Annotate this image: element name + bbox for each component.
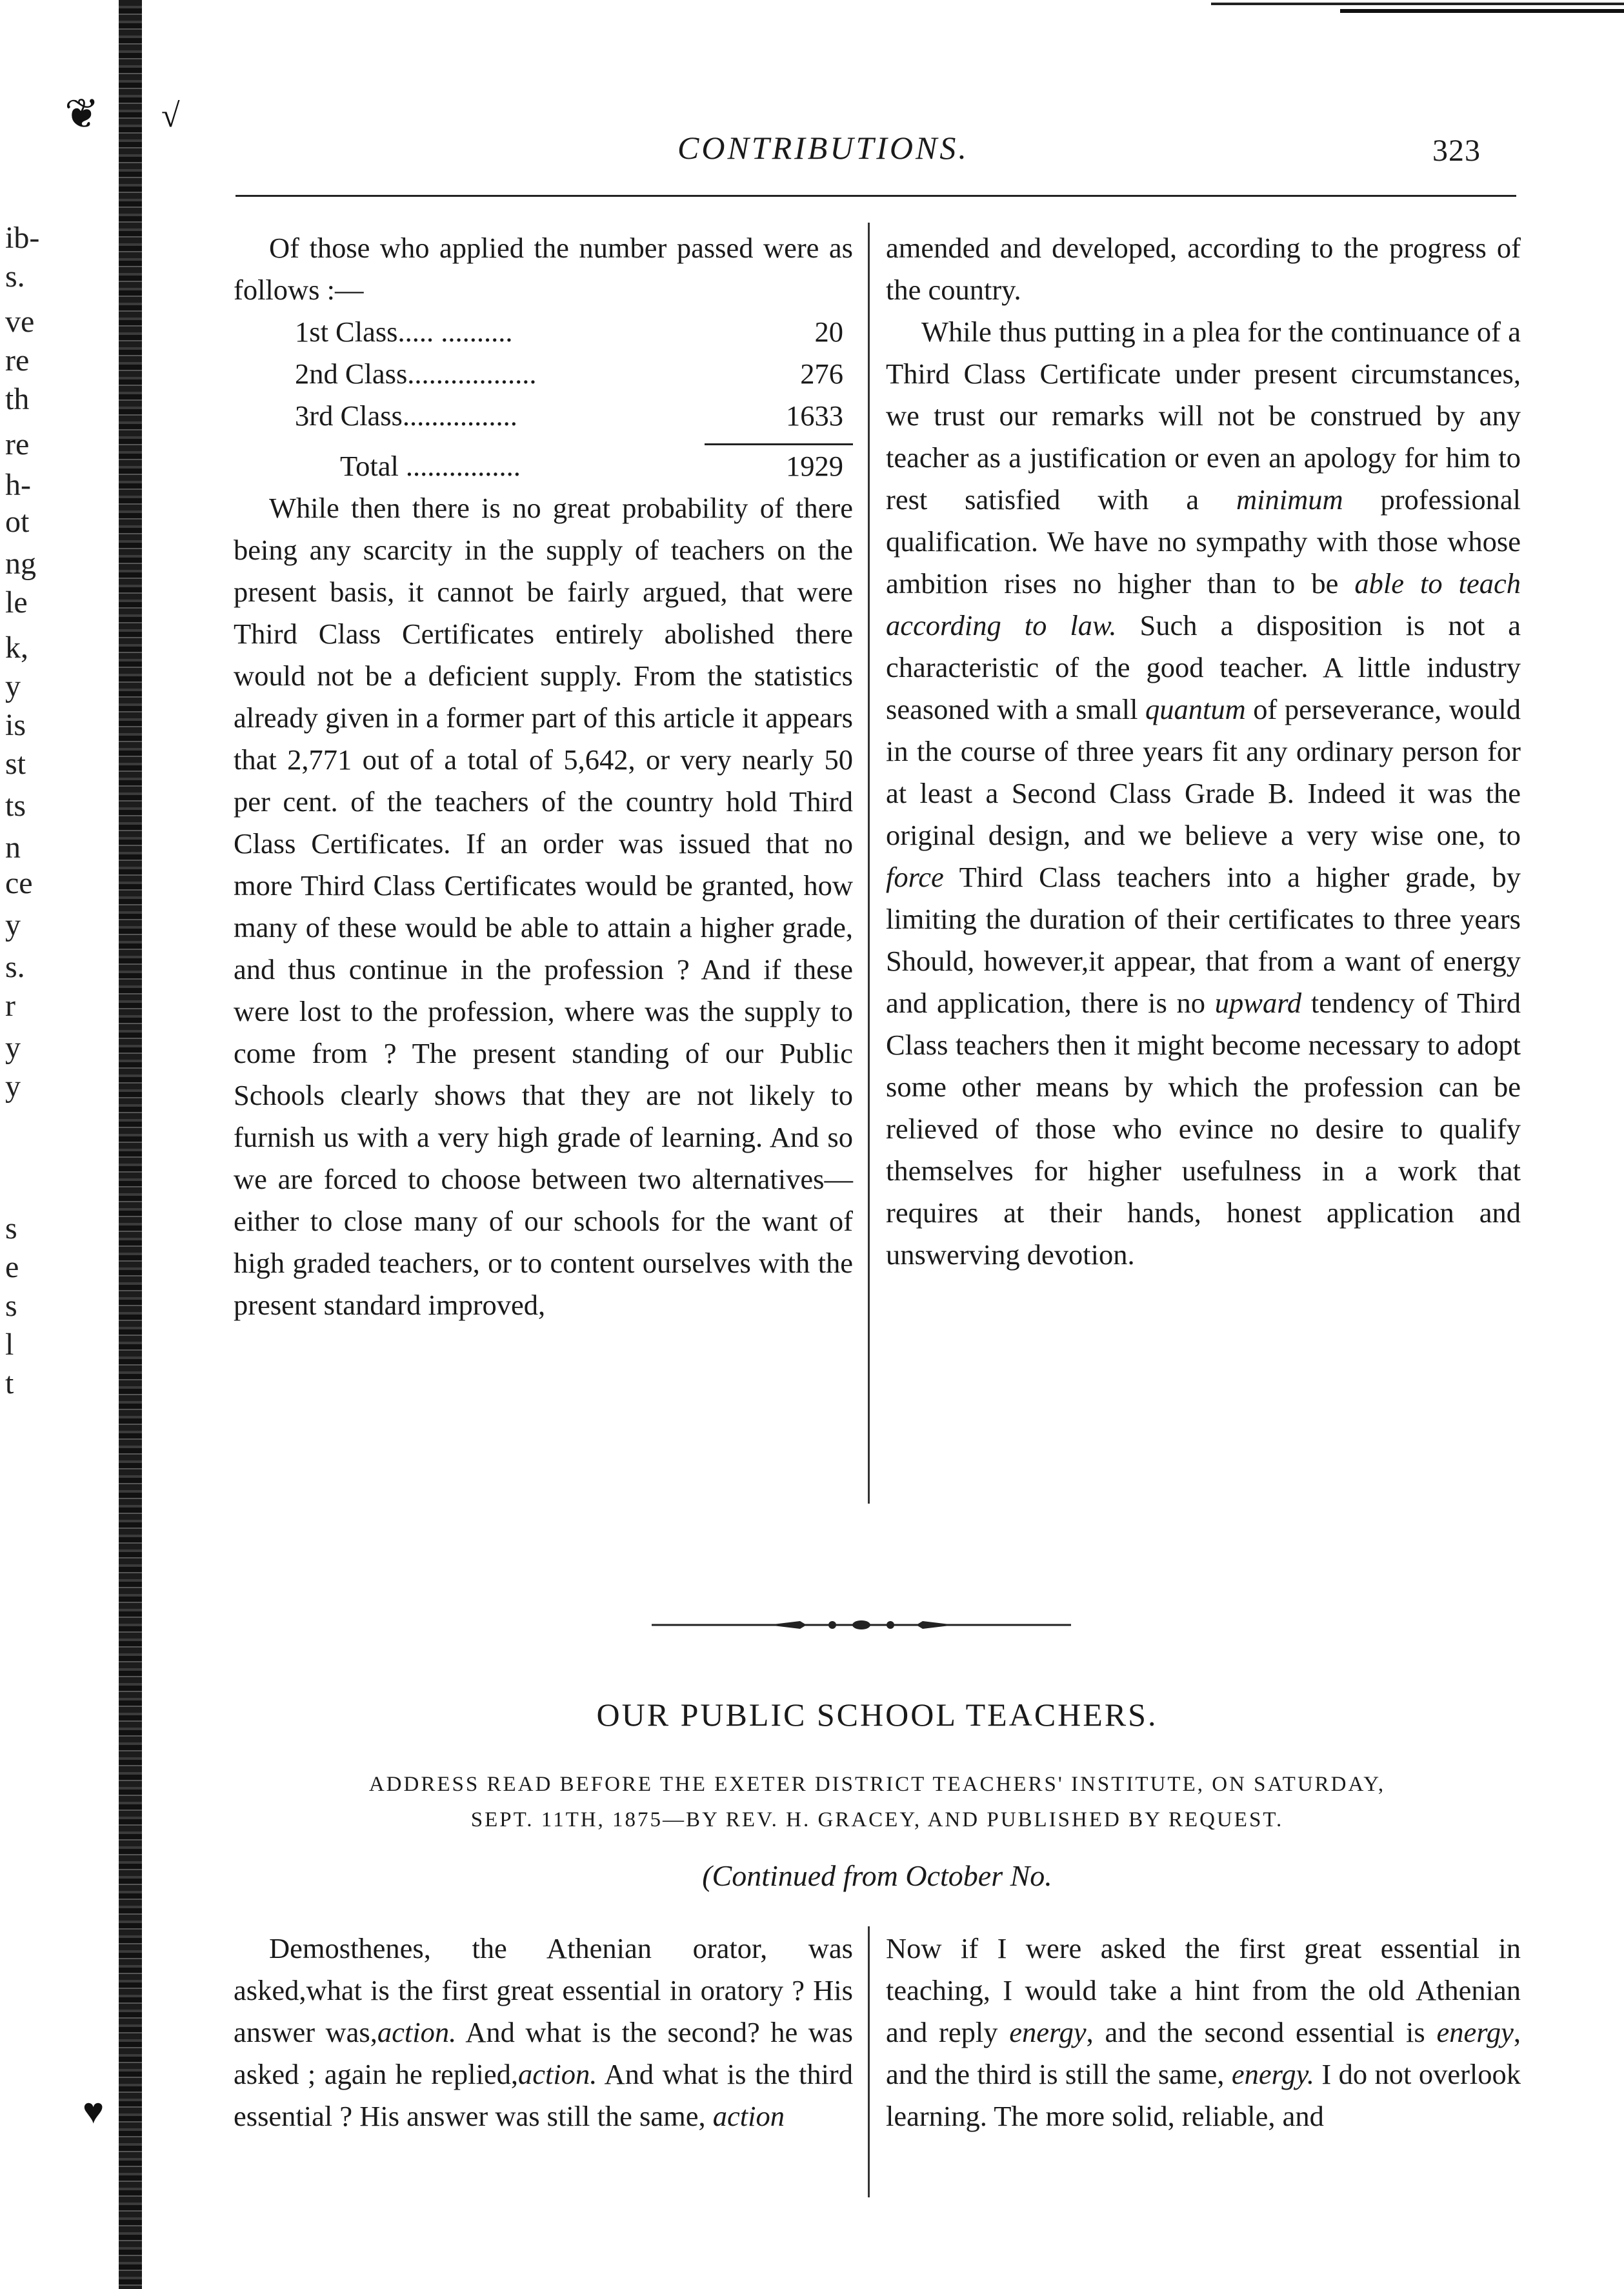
- margin-fragment: k,: [5, 630, 28, 665]
- italic-run: force: [886, 861, 944, 893]
- text-run: of perseverance, would in the course of three years fit any ordinary person for at least a Second Class Grade B. Indeed it was the original design, and we believe a very wise one, to: [886, 693, 1521, 851]
- lower-right-column: [886, 1928, 1521, 2137]
- margin-fragment: t: [5, 1366, 14, 1400]
- margin-fragment: y: [5, 669, 21, 703]
- margin-fragment: s.: [5, 950, 25, 984]
- tally-count: 276: [800, 358, 843, 390]
- page-number: 323: [1432, 134, 1481, 168]
- header-rule: [236, 195, 1516, 197]
- italic-run: energy: [1436, 2016, 1514, 2048]
- italic-run: upward: [1214, 987, 1302, 1019]
- paragraph-plea: [886, 311, 1521, 1276]
- tally-total-label: Total ................: [340, 450, 521, 482]
- tally-row: [234, 353, 853, 395]
- margin-fragment: ib-: [5, 221, 40, 255]
- facing-page-bleed: [0, 0, 97, 2289]
- paragraph-supply: While then there is no great probability of there being any scarcity in the supply of teachers on the present basis, it cannot be fairly argued, that were Third Class Certificates entirely abolished there would not be a deficient supply. From the statistics already given in a former part of this article it appears that 2,771 out of a total of 5,642, or very nearly 50 per cent. of the teachers of the country hold Third Class Certificates. If an order was issued that no more Third Class Certificates would be granted, how many of these would be able to attain a higher grade, and thus continue in the profession ? And if these were lost to the profession, where was the supply to come from ? The present standing of our Public Schools clearly shows that they are not likely to furnish us with a very high grade of learning. And so we are forced to choose between two alternatives—either to close many of our schools for the want of high graded teachers, or to content ourselves with the present standard improved,: [234, 492, 853, 1321]
- margin-fragment: re: [5, 427, 30, 461]
- margin-fragment: re: [5, 343, 30, 378]
- text-run: And what is the second? he was asked ; again he replied,: [234, 2016, 853, 2090]
- margin-fragment: ts: [5, 789, 26, 823]
- article-title: OUR PUBLIC SCHOOL TEACHERS.: [596, 1697, 1158, 1733]
- margin-fragment: ve: [5, 305, 35, 339]
- italic-run: action: [712, 2100, 785, 2132]
- tally-row: [234, 311, 853, 353]
- italic-run: able to teach according to law.: [886, 567, 1521, 641]
- margin-fragment: th: [5, 382, 30, 416]
- text-run: professional qualification. We have no sympathy with those whose ambition rises no higher than to be: [886, 483, 1521, 600]
- article-subtitle: [234, 1767, 1521, 1838]
- lower-left-column: [234, 1928, 853, 2137]
- margin-fragment: le: [5, 585, 28, 620]
- text-run: , and the second essential is: [1086, 2016, 1437, 2048]
- text-run: While thus putting in a plea for the continuance of a Third Class Certificate under present circumstances, we trust our remarks will not be construed by any teacher as a justification or even an apology for him to rest satisfied with a: [886, 316, 1521, 516]
- column-divider-upper: [868, 223, 870, 1504]
- upper-left-column: [234, 227, 853, 1326]
- upper-right-column: [886, 227, 1521, 1276]
- margin-fragment: l: [5, 1327, 14, 1362]
- tally-count: 20: [814, 316, 843, 348]
- margin-fragment: h-: [5, 468, 31, 502]
- margin-fragment: y: [5, 1031, 21, 1065]
- margin-fragment: r: [5, 989, 15, 1023]
- text-run: , and the third is still the same,: [886, 2016, 1521, 2090]
- paragraph-demosthenes: [234, 1928, 853, 2137]
- margin-fragment: s: [5, 1289, 17, 1323]
- margin-fragment: ce: [5, 866, 33, 900]
- margin-fragment: s.: [5, 259, 25, 294]
- tally-total-row: [234, 445, 853, 487]
- margin-fragment: y: [5, 1069, 21, 1104]
- margin-fragment: s: [5, 1211, 17, 1245]
- tally-label: 3rd Class................: [295, 399, 517, 432]
- running-head: CONTRIBUTIONS.: [677, 130, 969, 166]
- text-run: tendency of Third Class teachers then it might become necessary to adopt some other means by which the profession can be relieved of those who evince no desire to qualify themselves for higher usefulness in a work that requires at their hands, honest application and unswerving devotion.: [886, 987, 1521, 1271]
- margin-fragment: is: [5, 708, 26, 742]
- margin-fragment: ot: [5, 505, 30, 539]
- margin-fragment: n: [5, 831, 21, 865]
- margin-fragment: e: [5, 1250, 19, 1284]
- italic-run: quantum: [1145, 693, 1246, 725]
- section-ornament: [652, 1618, 1071, 1631]
- ink-mark-icon: √: [161, 97, 180, 134]
- text-run: Demosthenes, the Athenian orator, was asked,what is the first great essential in oratory ? His answer was,: [234, 1932, 853, 2048]
- italic-run: action.: [518, 2058, 597, 2090]
- article-subtitle-line: ADDRESS READ BEFORE THE EXETER DISTRICT TEACHERS' INSTITUTE, ON SATURDAY,: [368, 1773, 1386, 1796]
- paragraph-continuation: amended and developed, according to the progress of the country.: [886, 232, 1521, 306]
- text-run: Such a disposition is not a characteristic of the good teacher. A little industry seasoned with a small: [886, 609, 1521, 725]
- italic-run: minimum: [1236, 483, 1343, 516]
- tally-count: 1633: [786, 399, 843, 432]
- tally-total-value: 1929: [786, 450, 843, 482]
- top-edge-rule-heavy: [1340, 9, 1624, 13]
- margin-fragment: y: [5, 908, 21, 942]
- ink-blot-icon-lower: ♥: [83, 2092, 105, 2132]
- margin-fragment: ng: [5, 547, 36, 581]
- tally-label: 2nd Class..................: [295, 358, 537, 390]
- article-subtitle-line: SEPT. 11TH, 1875—BY REV. H. GRACEY, AND PUBLISHED BY REQUEST.: [470, 1808, 1284, 1831]
- italic-run: action.: [377, 2016, 457, 2048]
- text-run: And what is the third essential ? His answer was still the same,: [234, 2058, 853, 2132]
- binding-gutter: [119, 0, 142, 2289]
- text-run: I do not overlook learning. The more solid, reliable, and: [886, 2058, 1521, 2132]
- tally-intro: Of those who applied the number passed were as follows :—: [234, 232, 853, 306]
- italic-run: energy.: [1231, 2058, 1314, 2090]
- column-divider-lower: [868, 1926, 870, 2197]
- tally-label: 1st Class..... ..........: [295, 316, 513, 348]
- tally-row: [234, 395, 853, 437]
- paragraph-energy: [886, 1928, 1521, 2137]
- margin-fragment: st: [5, 747, 26, 781]
- italic-run: energy: [1009, 2016, 1087, 2048]
- text-run: Third Class teachers into a higher grade, by limiting the duration of their certificates to three years Should, however,it appear, that from a want of energy and application, there is no: [886, 861, 1521, 1019]
- top-edge-rule: [1211, 3, 1624, 5]
- ink-blot-icon: ❦: [65, 91, 99, 137]
- continued-note: (Continued from October No.: [702, 1859, 1052, 1892]
- text-run: Now if I were asked the first great essential in teaching, I would take a hint from the old Athenian and reply: [886, 1932, 1521, 2048]
- tally-table: [234, 311, 853, 487]
